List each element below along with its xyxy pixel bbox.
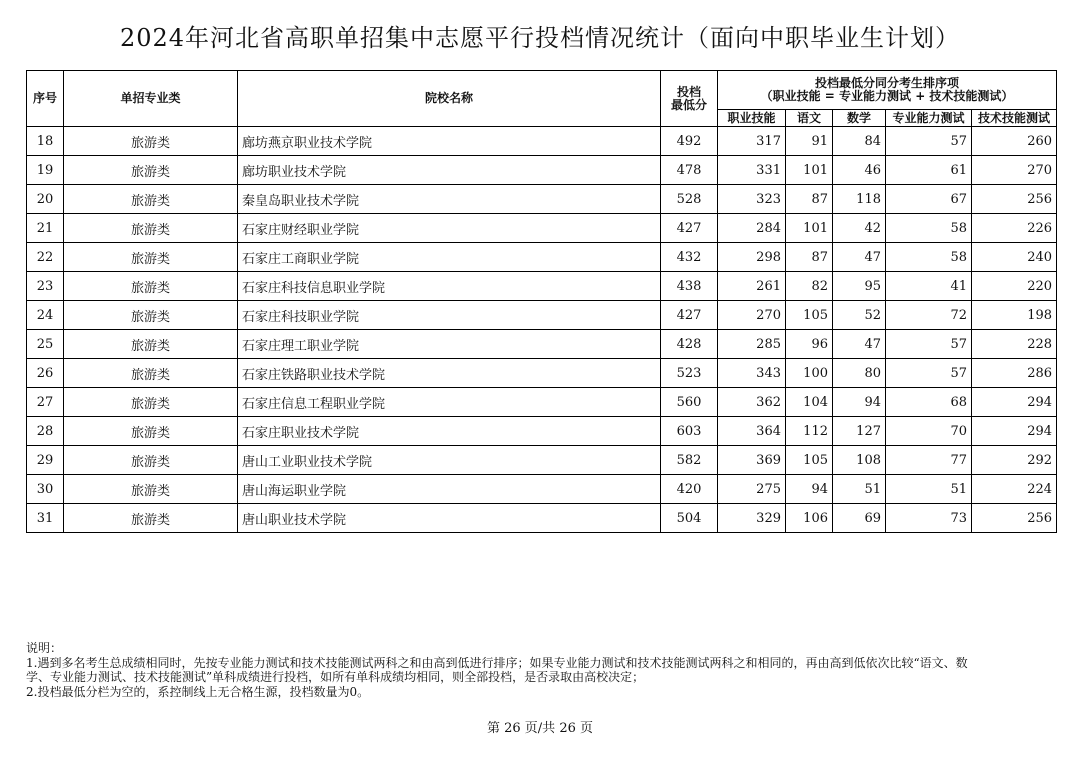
table-row xyxy=(27,272,1057,301)
cell-technical: 256 xyxy=(972,185,1057,214)
cell-technical: 240 xyxy=(972,243,1057,272)
header-tiebreak-line1: 投档最低分同分考生排序项 xyxy=(815,76,960,90)
cell-min-score: 504 xyxy=(661,504,718,533)
cell-professional: 57 xyxy=(886,359,972,388)
page-footer: 第 26 页/共 26 页 xyxy=(487,721,593,736)
cell-school: 唐山工业职业技术学院 xyxy=(238,446,661,475)
cell-vocational: 275 xyxy=(718,475,786,504)
admission-table xyxy=(26,70,1057,533)
cell-professional: 77 xyxy=(886,446,972,475)
cell-technical: 220 xyxy=(972,272,1057,301)
cell-professional: 68 xyxy=(886,388,972,417)
cell-math: 69 xyxy=(833,504,886,533)
header-tiebreak xyxy=(718,71,1057,110)
cell-seq: 28 xyxy=(27,417,64,446)
cell-vocational: 364 xyxy=(718,417,786,446)
cell-school: 石家庄职业技术学院 xyxy=(238,417,661,446)
table-row xyxy=(27,330,1057,359)
cell-min-score: 492 xyxy=(661,127,718,156)
cell-math: 42 xyxy=(833,214,886,243)
cell-vocational: 298 xyxy=(718,243,786,272)
cell-technical: 294 xyxy=(972,388,1057,417)
cell-school: 唐山海运职业学院 xyxy=(238,475,661,504)
cell-category: 旅游类 xyxy=(64,359,238,388)
cell-min-score: 432 xyxy=(661,243,718,272)
notes-line-3: 2.投档最低分栏为空的，系控制线上无合格生源，投档数量为0。 xyxy=(26,684,370,699)
cell-technical: 228 xyxy=(972,330,1057,359)
table-row xyxy=(27,504,1057,533)
header-seq: 序号 xyxy=(27,71,64,127)
cell-category: 旅游类 xyxy=(64,185,238,214)
cell-school: 石家庄科技职业学院 xyxy=(238,301,661,330)
cell-math: 108 xyxy=(833,446,886,475)
cell-school: 石家庄铁路职业技术学院 xyxy=(238,359,661,388)
cell-chinese: 91 xyxy=(786,127,833,156)
cell-category: 旅游类 xyxy=(64,127,238,156)
cell-professional: 57 xyxy=(886,330,972,359)
cell-technical: 294 xyxy=(972,417,1057,446)
cell-professional: 57 xyxy=(886,127,972,156)
cell-min-score: 528 xyxy=(661,185,718,214)
cell-math: 52 xyxy=(833,301,886,330)
cell-math: 95 xyxy=(833,272,886,301)
notes-heading: 说明： xyxy=(26,641,63,655)
table-row xyxy=(27,156,1057,185)
cell-school: 廊坊燕京职业技术学院 xyxy=(238,127,661,156)
header-min-score-line2: 最低分 xyxy=(670,97,707,112)
cell-math: 94 xyxy=(833,388,886,417)
cell-vocational: 329 xyxy=(718,504,786,533)
header-category: 单招专业类 xyxy=(64,71,238,127)
cell-chinese: 105 xyxy=(786,446,833,475)
cell-professional: 41 xyxy=(886,272,972,301)
header-min-score-line1: 投档 xyxy=(676,84,701,99)
cell-vocational: 270 xyxy=(718,301,786,330)
cell-vocational: 284 xyxy=(718,214,786,243)
cell-vocational: 331 xyxy=(718,156,786,185)
cell-category: 旅游类 xyxy=(64,446,238,475)
cell-category: 旅游类 xyxy=(64,475,238,504)
cell-professional: 58 xyxy=(886,243,972,272)
cell-min-score: 420 xyxy=(661,475,718,504)
cell-seq: 29 xyxy=(27,446,64,475)
notes-section xyxy=(26,641,1066,699)
cell-min-score: 478 xyxy=(661,156,718,185)
cell-min-score: 603 xyxy=(661,417,718,446)
cell-professional: 72 xyxy=(886,301,972,330)
header-math: 数学 xyxy=(833,110,886,127)
cell-vocational: 261 xyxy=(718,272,786,301)
table-row xyxy=(27,185,1057,214)
cell-school: 石家庄理工职业学院 xyxy=(238,330,661,359)
cell-technical: 286 xyxy=(972,359,1057,388)
cell-school: 秦皇岛职业技术学院 xyxy=(238,185,661,214)
cell-category: 旅游类 xyxy=(64,272,238,301)
cell-chinese: 104 xyxy=(786,388,833,417)
cell-seq: 26 xyxy=(27,359,64,388)
cell-vocational: 285 xyxy=(718,330,786,359)
cell-professional: 70 xyxy=(886,417,972,446)
cell-category: 旅游类 xyxy=(64,156,238,185)
cell-math: 51 xyxy=(833,475,886,504)
cell-category: 旅游类 xyxy=(64,417,238,446)
cell-math: 47 xyxy=(833,330,886,359)
cell-seq: 25 xyxy=(27,330,64,359)
cell-vocational: 323 xyxy=(718,185,786,214)
header-row-top xyxy=(27,71,1057,110)
table-row xyxy=(27,359,1057,388)
cell-chinese: 82 xyxy=(786,272,833,301)
table-row xyxy=(27,243,1057,272)
cell-seq: 23 xyxy=(27,272,64,301)
cell-technical: 256 xyxy=(972,504,1057,533)
cell-chinese: 87 xyxy=(786,185,833,214)
cell-chinese: 94 xyxy=(786,475,833,504)
cell-technical: 292 xyxy=(972,446,1057,475)
table-row xyxy=(27,127,1057,156)
cell-chinese: 101 xyxy=(786,214,833,243)
notes-line-1: 1.遇到多名考生总成绩相同时，先按专业能力测试和技术技能测试两科之和由高到低进行排序；如果专业能力测试和技术技能测试两科之和相同的，再由高到低依次比较“语文、数 xyxy=(26,655,968,670)
header-school: 院校名称 xyxy=(238,71,661,127)
header-vocational: 职业技能 xyxy=(718,110,786,127)
cell-seq: 22 xyxy=(27,243,64,272)
cell-min-score: 428 xyxy=(661,330,718,359)
header-chinese: 语文 xyxy=(786,110,833,127)
table-row xyxy=(27,214,1057,243)
cell-school: 石家庄财经职业学院 xyxy=(238,214,661,243)
cell-category: 旅游类 xyxy=(64,243,238,272)
cell-professional: 61 xyxy=(886,156,972,185)
cell-min-score: 560 xyxy=(661,388,718,417)
cell-category: 旅游类 xyxy=(64,214,238,243)
header-min-score xyxy=(661,71,718,127)
cell-min-score: 582 xyxy=(661,446,718,475)
cell-chinese: 87 xyxy=(786,243,833,272)
notes-line-2: 学、专业能力测试、技术技能测试”单科成绩进行投档，如所有单科成绩均相同，则全部投档，是否录取由高校决定； xyxy=(26,670,645,684)
cell-school: 唐山职业技术学院 xyxy=(238,504,661,533)
table-row xyxy=(27,446,1057,475)
header-technical: 技术技能测试 xyxy=(972,110,1057,127)
cell-seq: 27 xyxy=(27,388,64,417)
cell-school: 石家庄科技信息职业学院 xyxy=(238,272,661,301)
cell-professional: 67 xyxy=(886,185,972,214)
cell-vocational: 317 xyxy=(718,127,786,156)
cell-math: 84 xyxy=(833,127,886,156)
cell-category: 旅游类 xyxy=(64,388,238,417)
table-row xyxy=(27,475,1057,504)
header-professional: 专业能力测试 xyxy=(886,110,972,127)
table-row xyxy=(27,301,1057,330)
cell-category: 旅游类 xyxy=(64,504,238,533)
cell-professional: 51 xyxy=(886,475,972,504)
cell-chinese: 101 xyxy=(786,156,833,185)
header-tiebreak-line2: （职业技能 = 专业能力测试 + 技术技能测试） xyxy=(760,89,1014,103)
cell-seq: 20 xyxy=(27,185,64,214)
table-row xyxy=(27,417,1057,446)
cell-technical: 224 xyxy=(972,475,1057,504)
cell-seq: 24 xyxy=(27,301,64,330)
cell-seq: 31 xyxy=(27,504,64,533)
table-row xyxy=(27,388,1057,417)
cell-vocational: 362 xyxy=(718,388,786,417)
cell-category: 旅游类 xyxy=(64,330,238,359)
cell-seq: 19 xyxy=(27,156,64,185)
cell-chinese: 96 xyxy=(786,330,833,359)
cell-seq: 30 xyxy=(27,475,64,504)
cell-vocational: 369 xyxy=(718,446,786,475)
cell-chinese: 106 xyxy=(786,504,833,533)
cell-school: 廊坊职业技术学院 xyxy=(238,156,661,185)
cell-math: 118 xyxy=(833,185,886,214)
cell-seq: 21 xyxy=(27,214,64,243)
cell-math: 127 xyxy=(833,417,886,446)
cell-math: 47 xyxy=(833,243,886,272)
cell-school: 石家庄信息工程职业学院 xyxy=(238,388,661,417)
cell-math: 46 xyxy=(833,156,886,185)
page-title: 2024年河北省高职单招集中志愿平行投档情况统计（面向中职毕业生计划） xyxy=(119,24,961,52)
cell-school: 石家庄工商职业学院 xyxy=(238,243,661,272)
cell-category: 旅游类 xyxy=(64,301,238,330)
cell-technical: 270 xyxy=(972,156,1057,185)
cell-chinese: 105 xyxy=(786,301,833,330)
cell-math: 80 xyxy=(833,359,886,388)
cell-chinese: 100 xyxy=(786,359,833,388)
cell-technical: 260 xyxy=(972,127,1057,156)
cell-professional: 58 xyxy=(886,214,972,243)
cell-chinese: 112 xyxy=(786,417,833,446)
cell-technical: 198 xyxy=(972,301,1057,330)
cell-min-score: 523 xyxy=(661,359,718,388)
cell-seq: 18 xyxy=(27,127,64,156)
cell-min-score: 427 xyxy=(661,214,718,243)
cell-professional: 73 xyxy=(886,504,972,533)
cell-vocational: 343 xyxy=(718,359,786,388)
cell-min-score: 438 xyxy=(661,272,718,301)
cell-min-score: 427 xyxy=(661,301,718,330)
cell-technical: 226 xyxy=(972,214,1057,243)
